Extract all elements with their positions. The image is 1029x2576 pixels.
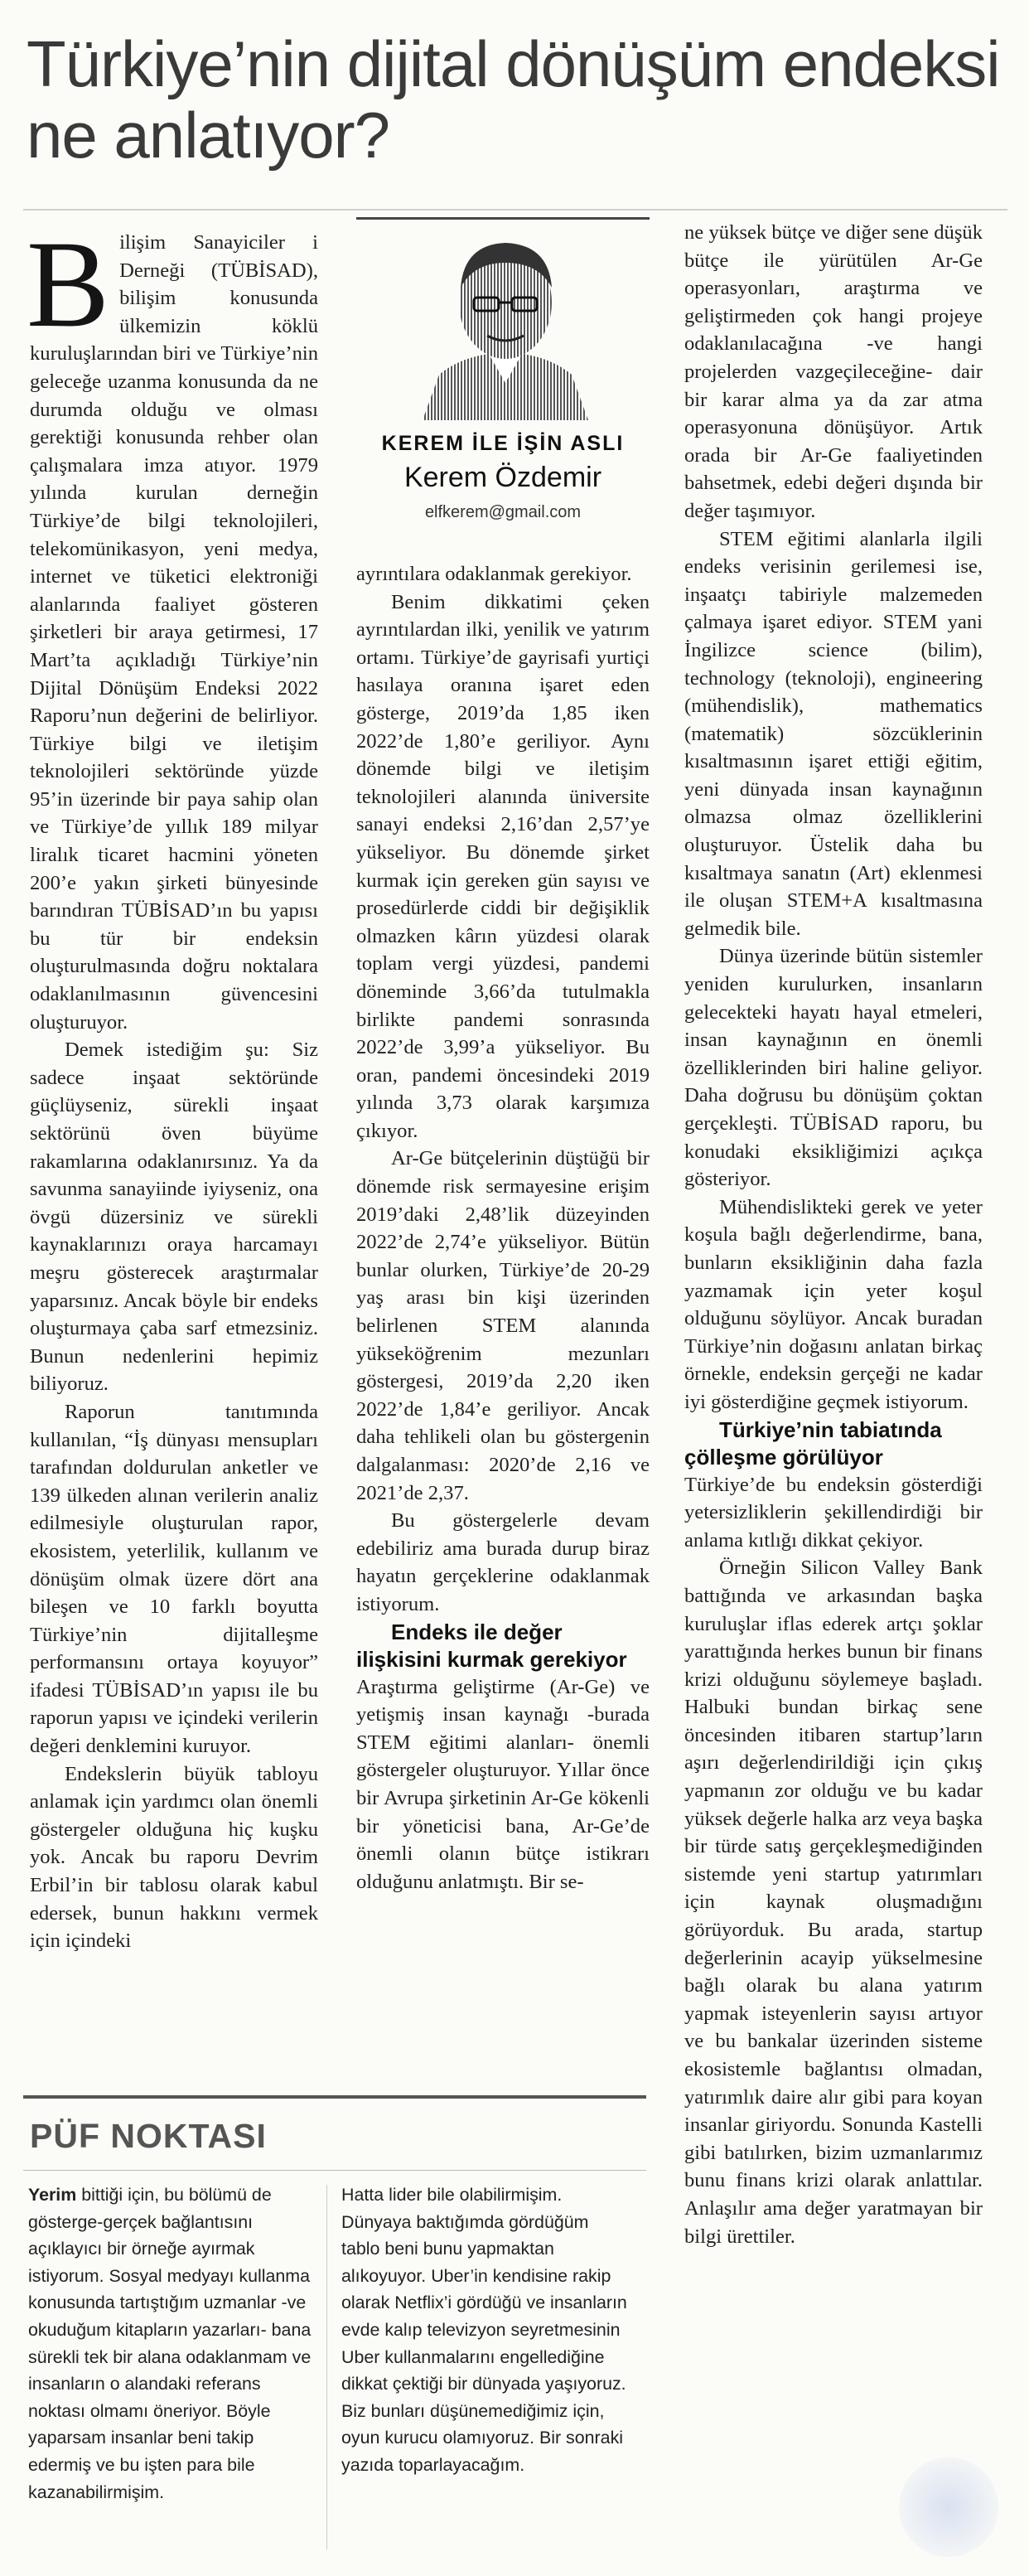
article-column-2 bbox=[356, 560, 650, 1896]
paragraph: ayrıntılara odaklanmak gerekiyor. bbox=[356, 563, 632, 585]
subheading: Endeks ile değer ilişkisini kurmak gerekiyor bbox=[356, 1619, 627, 1672]
watermark-icon bbox=[899, 2457, 998, 2557]
headline: Türkiye’nin dijital dönüşüm endeksi ne anlatıyor? bbox=[27, 27, 1000, 172]
column-kicker: KEREM İLE İŞİN ASLI bbox=[381, 432, 625, 455]
paragraph: Bu göstergelerle devam edebiliriz ama burada durup biraz hayatın gerçeklerine odaklanmak istiyorum. bbox=[356, 1509, 650, 1615]
box-title: PÜF NOKTASI bbox=[30, 2117, 267, 2155]
article-column-1 bbox=[27, 215, 318, 1955]
box-column-1 bbox=[28, 2181, 316, 2506]
author-email[interactable]: elfkerem@gmail.com bbox=[424, 503, 582, 521]
paragraph: Ar-Ge bütçelerinin düştüğü bir dönemde risk sermayesine erişim 2019’daki 2,48’lik düzeyinden 2022’de 2,74’e yükseliyor. Bütün bunlar olurken, Türkiye’de 20-29 yaş arası bin kişi üzerinden belirlenen STEM alanında yükseköğrenim mezunları göstergesi, 2019’da 2,20 iken 2022’de 1,84’e geriliyor. Ancak daha tehlikeli olan bu göstergenin dalgalanması: 2020’de 2,16 ve 2021’de 2,37. bbox=[356, 1147, 650, 1504]
paragraph: Mühendislikteki gerek ve yeter koşula bağlı değerlendirme, bana, bunların eksikliğinin daha fazla yazmamak için yeter koşul olduğunu söylüyor. Ancak buradan Türkiye’nin doğasını anlatan birkaç örnekle, endeksin gerçeği ne kadar iyi gösterdiğine geçmek istiyorum. bbox=[684, 1195, 983, 1413]
author-portrait-icon bbox=[414, 230, 597, 420]
paragraph: Benim dikkatimi çeken ayrıntılardan ilki, yenilik ve yatırım ortamı. Türkiye’de gayrisafi yurtiçi hasılaya oranına işaret eden gösterge, 2019’da 1,85 iken 2022’de 1,80’e geriliyor. Aynı dönemde bilgi ve iletişim teknolojileri alanında üniversite sanayi endeksi 2,16’dan 2,57’ye yükseliyor. Bu dönemde şirket kurmak için gereken gün sayısı ve prosedürlerde ciddi bir değişiklik olmazken kârın yüzdesi olarak toplam vergi yüzdesi, pandemi döneminde 3,66’da tutulmakla birlikte pandemi sonrasında 2022’de 3,99’a yükseliyor. Bu oran, pandemi öncesindeki 2019 yılında 3,73 olarak karşımıza çıkıyor. bbox=[356, 590, 650, 1142]
paragraph: Örneğin Silicon Valley Bank battığında ve arkasından başka kuruluşlar iflas ederek artçı şoklar yarattığında herkes bunun bir finans krizi olduğunu söylemeye başladı. Halbuki bundan birkaç sene öncesinden itibaren startup’ların aşırı değerlendirildiği için çıkış yapmanın zor olduğu ve bu kadar yüksek değerle halka arz veya başka bir türde satış gerçekleşmediğinden sistemde yeni startup yatırımları için kaynak oluşmadığını görüyorduk. Bu arada, startup değerlerinin acayip yükselmesine bağlı olarak bu alana yatırım yapmak isteyenlerin sayısı artıyor ve bu bankalar üzerinden sisteme ekosistemle bağlantısı olmadan, yatırımlık daire alır gibi para koyan insanlar giriyordu. Sonunda Kastelli gibi batılırken, bizim uzmanlarımız bunu finans krizi olarak anlattılar. Anlaşılır ama değer yaratmayan bir bilgi ürettiler. bbox=[684, 1557, 983, 2248]
paragraph: Hatta lider bile olabilirmişim. Dünyaya baktığımda gördüğüm tablo beni bunu yapmaktan alıkoyuyor. Uber’in kendisine rakip olarak Netflix’i gördüğü ve insanların evde kalıp televizyon seyretmesinin Uber kullanmalarını engellediğine dikkat çektiği bir dünyada yaşıyoruz. Biz bunları düşünemediğimiz için, oyun kurucu olamıyoruz. Bir sonraki yazıda toparlayacağım. bbox=[341, 2185, 627, 2475]
column-divider bbox=[326, 2185, 327, 2549]
author-byline bbox=[356, 217, 650, 563]
paragraph-text: bittiği için, bu bölümü de gösterge-gerçek bağlantısını açıklayıcı bir örneğe ayırmak istiyorum. Sosyal medyayı kullanma konusunda tartıştığım uzmanlar -ve okuduğum kitapların yazarları- bana sürekli tek bir alana odaklanmam ve insanların o alandaki referans noktası olmamı öneriyor. Böyle yaparsam insanlar beni takip edermiş ve bu işten para bile kazanabilirmişim. bbox=[28, 2185, 312, 2502]
paragraph bbox=[27, 215, 318, 1036]
paragraph-text: ilişim Sanayiciler i Derneği (TÜBİSAD), bilişim konusunda ülkemizin köklü kuruluşlarından biri ve Türkiye’nin geleceğe uzanma konusunda da ne durumda olduğu ve olması gerektiği konusunda rehber olan çalışmalara imza atıyor. 1979 yılında kurulan derneğin Türkiye’de bilgi teknolojileri, telekomünikasyon, yeni medya, internet ve tüketici elektroniği alanlarında faaliyet gösteren şirketleri bir araya getirmesi, 17 Mart’ta açıkladığı Türkiye’nin Dijital Dönüşüm Endeksi 2022 Raporu’nun değerini de belirliyor. Türkiye bilgi ve iletişim teknolojileri sektöründe yüzde 95’in üzerinde bir paya sahip olan ve Türkiye’de yıllık 189 milyar liralık ticaret hacmini yöneten 200’e yakın şirketi bünyesinde barındıran TÜBİSAD’ın bu yapısı bu tür bir endeksin oluşturulmasında doğru noktalara odaklanılmasının güvencesini oluşturuyor. bbox=[30, 231, 318, 1034]
lead-word: Yerim bbox=[28, 2185, 77, 2205]
paragraph: Türkiye’de bu endeksin gösterdiği yetersizliklerin şekillendirdiği bir anlama kıtlığı dikkat çekiyor. bbox=[684, 1473, 983, 1552]
paragraph: STEM eğitimi alanlarla ilgili endeks verisinin gerilemesi ise, inşaatçı tabiriyle malzemeden çalmaya işaret ediyor. STEM yani İngilizce science (bilim), technology (teknoloji), engineering (mühendislik), mathematics (matematik) sözcüklerinin kısaltmasının işaret ettiği eğitim, yeni dünyada insan kaynağının olmazsa olmaz özelliklerini oluşturuyor. Üstelik daha bu kısaltmaya sanatın (Art) eklenmesi ile oluşan STEM+A kısaltmasına gelmedik bile. bbox=[684, 527, 983, 940]
subheading: Türkiye’nin tabiatında çölleşme görülüyor bbox=[684, 1416, 942, 1470]
paragraph: Araştırma geliştirme (Ar-Ge) ve yetişmiş insan kaynağı -burada STEM eğitimi alanları- önemli göstergeler oluşturuyor. Yıllar önce bir Avrupa şirketinin Ar-Ge kökenli bir yöneticisi bana, Ar-Ge’de önemli olanın bütçe istikrarı olduğunu anlatmıştı. Bir se- bbox=[356, 1675, 650, 1893]
paragraph: Demek istediğim şu: Siz sadece inşaat sektöründe güçlüyseniz, sürekli inşaat sektörünü öven büyüme rakamlarına odaklanırsınız. Ya da savunma sanayiinde iyiyseniz, ona övgü düzersiniz ve sürekli kaynaklarınızı oraya harcamayı meşru gösterecek araştırmalar yaparsınız. Ancak böyle bir endeks oluşturmaya çaba sarf etmezsiniz. Bunun nedenlerini hepimiz biliyoruz. bbox=[30, 1039, 318, 1396]
puf-noktasi-box bbox=[23, 2095, 646, 2563]
article-column-3 bbox=[684, 219, 983, 2250]
paragraph: Raporun tanıtımında kullanılan, “İş dünyası mensupları tarafından doldurulan anketler ve 139 ülkeden alınan verilerin analiz edilmesiyle oluşturulan rapor, ekosistem, yeterlilik, kullanım ve dönüşüm olmak üzere dört ana bileşen ve 10 farklı boyutta Türkiye’nin dijitalleşme performansını ortaya koyuyor” ifadesi TÜBİSAD’ın yapısı ile bu raporun yapısı ve içindeki verilerin değeri denklemini kuruyor. bbox=[30, 1400, 318, 1758]
box-divider bbox=[23, 2170, 646, 2171]
author-name: Kerem Özdemir bbox=[403, 462, 602, 493]
paragraph: Dünya üzerinde bütün sistemler yeniden kurulurken, insanların gelecekteki hayatı hayal etmeleri, insan kaynağının en önemli özelliklerinden biri haline geliyor. Daha doğrusu bu dönüşüm çoktan gerçekleşti. TÜBİSAD raporu, bu konudaki eksikliğimizi açıkça gösteriyor. bbox=[684, 945, 983, 1191]
top-divider bbox=[23, 209, 1007, 211]
paragraph: Endekslerin büyük tabloyu anlamak için yardımcı olan önemli göstergeler olduğuna hiç kuşku yok. Ancak bu raporu Devrim Erbil’in bir tablosu olarak kabul edersek, bunun hakkını vermek için içindeki bbox=[30, 1762, 318, 1953]
paragraph bbox=[28, 2181, 316, 2506]
box-column-2 bbox=[341, 2181, 630, 2479]
drop-cap: B bbox=[27, 215, 110, 353]
paragraph: ne yüksek bütçe ve diğer sene düşük bütçe ile yürütülen Ar-Ge operasyonları, araştırma ve geliştirmeden çok hangi projeye odaklanılacağına -ve hangi projelerden vazgeçileceğine- dair bir karar alma ya da zar atma operasyonuna dönüşüyor. Artık orada bir Ar-Ge faaliyetinden bahsetmek, edebi değeri dışında bir değer taşımıyor. bbox=[684, 221, 983, 522]
